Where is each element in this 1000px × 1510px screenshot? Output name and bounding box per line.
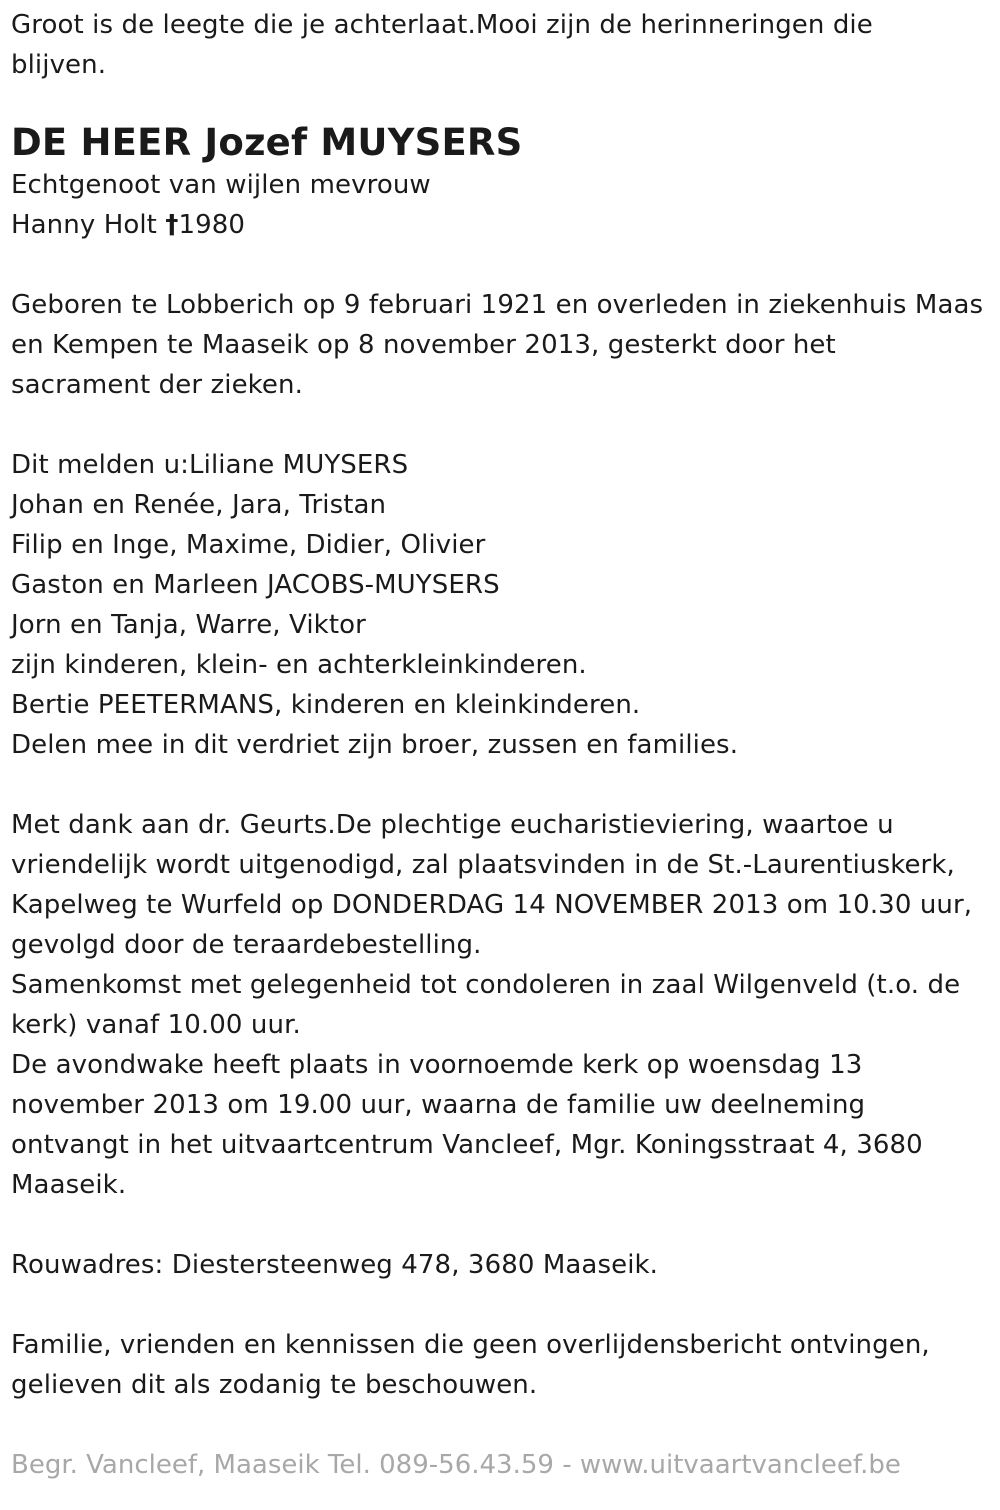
ceremony-line: vriendelijk wordt uitgenodigd, zal plaatsvinden in de St.-Laurentiuskerk, xyxy=(11,850,955,880)
ceremony-line: gevolgd door de teraardebestelling. xyxy=(11,930,482,960)
paragraph-line: Geboren te Lobberich op 9 februari 1921 en overleden in ziekenhuis Maas xyxy=(11,290,984,320)
ceremony-line: Maaseik. xyxy=(11,1170,127,1200)
family-paragraph xyxy=(11,445,996,765)
family-line: zijn kinderen, klein- en achterkleinkinderen. xyxy=(11,650,587,680)
ceremony-paragraph xyxy=(11,805,996,1205)
deceased-name: DE HEER Jozef MUYSERS xyxy=(11,121,523,164)
birth-death-paragraph xyxy=(11,285,996,405)
intro-quote xyxy=(11,5,996,85)
paragraph-line: en Kempen te Maaseik op 8 november 2013, gesterkt door het xyxy=(11,330,836,360)
spouse-name-line xyxy=(11,205,996,245)
spouse-death-year: 1980 xyxy=(178,210,246,240)
funeral-home-footer: Begr. Vancleef, Maaseik Tel. 089-56.43.59 - www.uitvaartvancleef.be xyxy=(11,1450,901,1480)
spouse-info xyxy=(11,165,996,245)
ceremony-line: De avondwake heeft plaats in voornoemde kerk op woensdag 13 xyxy=(11,1050,863,1080)
mourning-address xyxy=(11,1245,996,1285)
family-line: Gaston en Marleen JACOBS-MUYSERS xyxy=(11,570,500,600)
spacer xyxy=(11,1205,996,1245)
intro-line: Groot is de leegte die je achterlaat.Mooi zijn de herinneringen die xyxy=(11,10,873,40)
notice-paragraph xyxy=(11,1325,996,1405)
family-line: Delen mee in dit verdriet zijn broer, zussen en families. xyxy=(11,730,739,760)
ceremony-line: kerk) vanaf 10.00 uur. xyxy=(11,1010,301,1040)
notice-line: Familie, vrienden en kennissen die geen overlijdensbericht ontvingen, xyxy=(11,1330,930,1360)
intro-line: blijven. xyxy=(11,50,107,80)
address-line: Rouwadres: Diestersteenweg 478, 3680 Maaseik. xyxy=(11,1250,659,1280)
spacer xyxy=(11,1285,996,1325)
spacer xyxy=(11,245,996,285)
ceremony-line: Kapelweg te Wurfeld op DONDERDAG 14 NOVEMBER 2013 om 10.30 uur, xyxy=(11,890,973,920)
obituary-card xyxy=(11,0,996,1485)
spouse-name: Hanny Holt xyxy=(11,210,157,240)
notice-line: gelieven dit als zodanig te beschouwen. xyxy=(11,1370,538,1400)
family-line: Dit melden u:Liliane MUYSERS xyxy=(11,450,409,480)
ceremony-line: ontvangt in het uitvaartcentrum Vancleef, Mgr. Koningsstraat 4, 3680 xyxy=(11,1130,923,1160)
ceremony-line: Met dank aan dr. Geurts.De plechtige eucharistieviering, waartoe u xyxy=(11,810,894,840)
family-line: Bertie PEETERMANS, kinderen en kleinkinderen. xyxy=(11,690,641,720)
cross-icon: † xyxy=(165,210,179,240)
spouse-line: Echtgenoot van wijlen mevrouw xyxy=(11,170,431,200)
ceremony-line: Samenkomst met gelegenheid tot condoleren in zaal Wilgenveld (t.o. de xyxy=(11,970,961,1000)
family-line: Johan en Renée, Jara, Tristan xyxy=(11,490,387,520)
spacer xyxy=(11,405,996,445)
family-line: Jorn en Tanja, Warre, Viktor xyxy=(11,610,366,640)
ceremony-line: november 2013 om 19.00 uur, waarna de familie uw deelneming xyxy=(11,1090,866,1120)
spacer xyxy=(11,765,996,805)
family-line: Filip en Inge, Maxime, Didier, Olivier xyxy=(11,530,486,560)
paragraph-line: sacrament der zieken. xyxy=(11,370,303,400)
